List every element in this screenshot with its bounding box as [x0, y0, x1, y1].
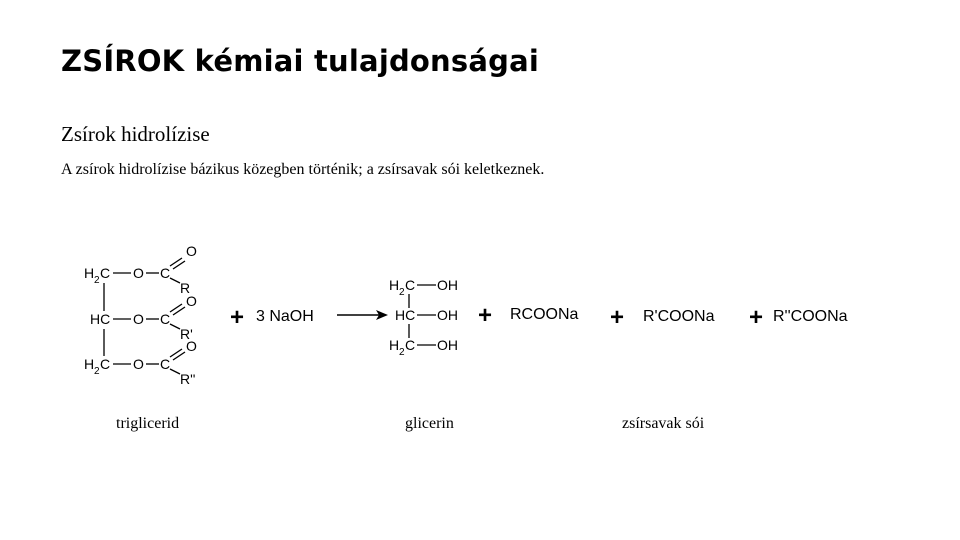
svg-text:HC: HC: [90, 311, 111, 327]
svg-text:C: C: [160, 311, 171, 327]
svg-text:C: C: [160, 356, 171, 372]
svg-text:OH: OH: [437, 307, 458, 323]
plus-sign: +: [749, 304, 764, 331]
product-rcoona: RCOONa: [510, 306, 579, 323]
svg-text:H: H: [389, 277, 400, 293]
svg-text:H: H: [84, 265, 95, 281]
caption-fatty-acid-salts: zsírsavak sói: [622, 415, 705, 432]
svg-text:O: O: [133, 356, 144, 372]
svg-text:O: O: [133, 265, 144, 281]
svg-text:H: H: [84, 356, 95, 372]
svg-text:R: R: [180, 280, 191, 296]
svg-text:O: O: [186, 338, 197, 354]
svg-text:O: O: [133, 311, 144, 327]
svg-text:HC: HC: [395, 307, 416, 323]
plus-sign: +: [478, 302, 493, 329]
caption-triglyceride: triglicerid: [116, 415, 180, 432]
svg-text:O: O: [186, 243, 197, 259]
svg-text:2: 2: [94, 275, 100, 286]
svg-text:2: 2: [399, 347, 405, 358]
svg-text:C: C: [405, 337, 416, 353]
svg-text:OH: OH: [437, 337, 458, 353]
slide-title: ZSÍROK kémiai tulajdonságai: [61, 44, 539, 78]
plus-sign: +: [230, 304, 245, 331]
svg-text:C: C: [100, 356, 111, 372]
svg-text:R': R': [180, 326, 193, 342]
plus-sign: +: [610, 304, 625, 331]
caption-glycerol: glicerin: [405, 415, 454, 432]
svg-text:C: C: [100, 265, 111, 281]
svg-text:O: O: [186, 293, 197, 309]
reagent-naoh: 3 NaOH: [256, 308, 314, 325]
svg-text:C: C: [160, 265, 171, 281]
svg-text:C: C: [405, 277, 416, 293]
svg-text:2: 2: [399, 287, 405, 298]
svg-text:OH: OH: [437, 277, 458, 293]
svg-text:R'': R'': [180, 371, 196, 387]
description-text: A zsírok hidrolízise bázikus közegben történik; a zsírsavak sói keletkeznek.: [61, 161, 545, 178]
product-r-prime-coona: R'COONa: [643, 308, 715, 325]
triglyceride-structure: [84, 243, 197, 387]
hydrolysis-reaction-equation: [0, 230, 960, 400]
reaction-arrow-icon: [337, 310, 388, 320]
product-r-double-prime-coona: R''COONa: [773, 308, 848, 325]
svg-text:H: H: [389, 337, 400, 353]
svg-text:2: 2: [94, 366, 100, 377]
section-subtitle: Zsírok hidrolízise: [61, 122, 210, 146]
glycerol-structure: [389, 277, 458, 358]
